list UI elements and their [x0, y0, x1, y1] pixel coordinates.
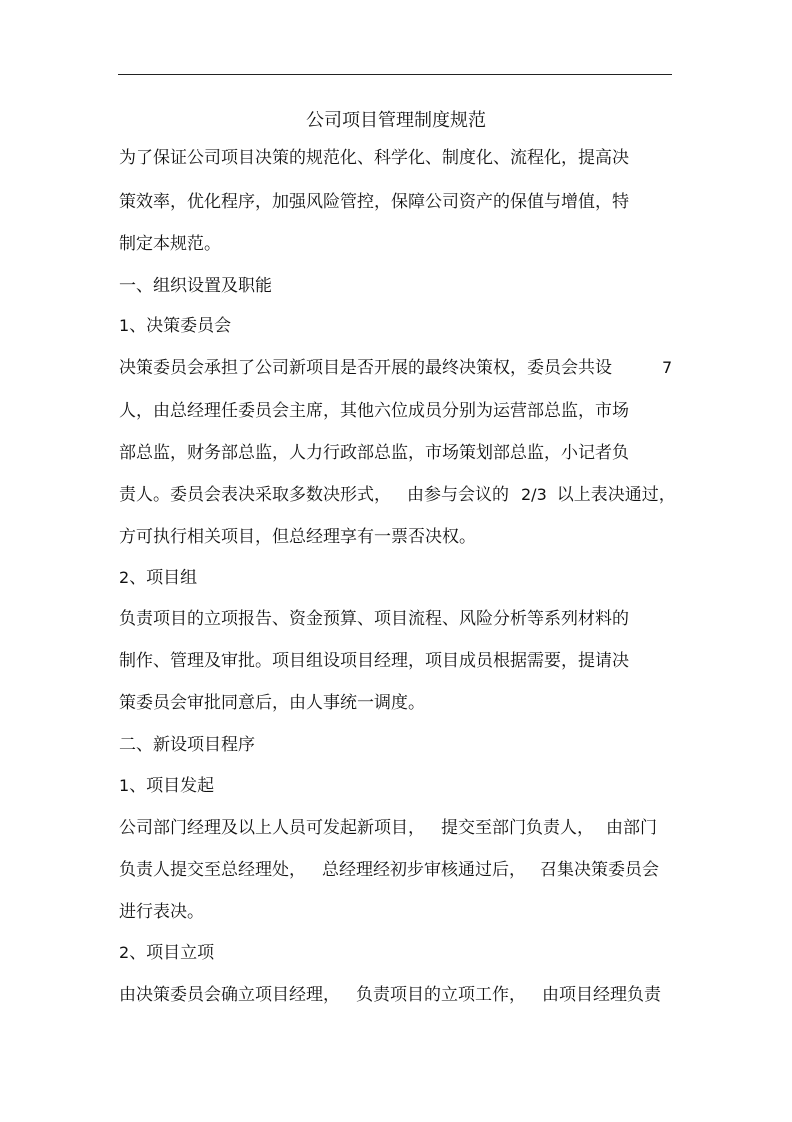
subsection-heading-project-approval: [119, 938, 214, 968]
subsection-number: 1: [119, 776, 130, 795]
paragraph-line: 负责项目的立项报告、资金预算、项目流程、风险分析等系列材料的: [119, 609, 629, 629]
text-segment: 提交至部门负责人，: [441, 818, 594, 838]
intro-line-2: 策效率，优化程序，加强风险管控，保障公司资产的保值与增值，特: [119, 192, 629, 212]
member-count: 7: [662, 358, 673, 377]
subsection-title: 、项目组: [129, 568, 198, 588]
subsection-title: 、决策委员会: [129, 316, 232, 336]
paragraph-line: 策委员会审批同意后，由人事统一调度。: [119, 693, 425, 713]
text-segment: 总经理经初步审核通过后，: [322, 860, 526, 880]
subsection-heading-project-group: [119, 563, 197, 593]
text-segment: 召集决策委员会: [540, 860, 659, 880]
text-segment: 负责人提交至总经理处，: [119, 860, 306, 880]
subsection-heading-project-initiation: [119, 771, 214, 801]
text-segment: 由项目经理负责: [542, 985, 661, 1005]
subsection-heading-decision-committee: [119, 311, 231, 341]
vote-fraction: 2/3: [521, 485, 547, 504]
paragraph-line-vote: [119, 480, 676, 510]
paragraph-line: 人，由总经理任委员会主席，其他六位成员分别为运营部总监，市场: [119, 401, 629, 421]
intro-line-3: 制定本规范。: [119, 234, 221, 254]
subsection-number: 2: [119, 568, 130, 587]
text-segment: 以上表决通过，: [556, 485, 676, 505]
subsection-title: 、项目发起: [129, 776, 215, 796]
intro-line-1: 为了保证公司项目决策的规范化、科学化、制度化、流程化，提高决: [119, 148, 629, 168]
subsection-number: 2: [119, 943, 130, 962]
subsection-title: 、项目立项: [129, 943, 215, 963]
text-segment: 责人。委员会表决采取多数决形式，: [119, 485, 391, 505]
document-title: 公司项目管理制度规范: [306, 110, 486, 131]
subsection-number: 1: [119, 316, 130, 335]
section-heading-1: 一、组织设置及职能: [119, 276, 272, 296]
paragraph-line: 部总监，财务部总监，人力行政部总监，市场策划部总监，小记者负: [119, 443, 629, 463]
paragraph-line: 方可执行相关项目，但总经理享有一票否决权。: [119, 527, 476, 547]
section-heading-2: 二、新设项目程序: [119, 735, 255, 755]
paragraph-line: [119, 980, 661, 1010]
header-rule: [118, 74, 672, 75]
text-segment: 公司部门经理及以上人员可发起新项目，: [119, 818, 425, 838]
text-segment: 由参与会议的: [407, 485, 509, 505]
paragraph-line: 进行表决。: [119, 902, 204, 922]
text-segment: 由决策委员会确立项目经理，: [119, 985, 340, 1005]
paragraph-line: 决策委员会承担了公司新项目是否开展的最终决策权，委员会共设: [119, 358, 612, 378]
text-segment: 由部门: [606, 818, 657, 838]
paragraph-line: [119, 813, 657, 843]
paragraph-line: 制作、管理及审批。项目组设项目经理，项目成员根据需要，提请决: [119, 651, 629, 671]
text-segment: 负责项目的立项工作，: [356, 985, 526, 1005]
paragraph-line: [119, 855, 659, 885]
